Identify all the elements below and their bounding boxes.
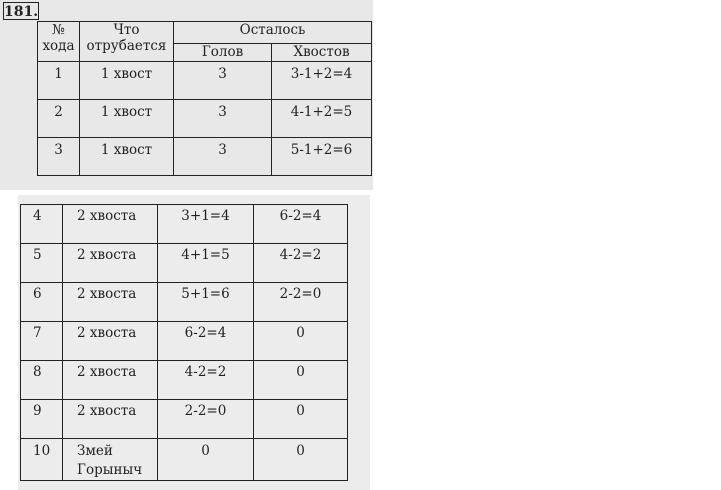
cell-cut: 1 хвост (80, 62, 174, 100)
cell-heads: 4-2=2 (158, 361, 254, 400)
cell-cut: 2 хвоста (63, 283, 158, 322)
cell-move: 6 (21, 283, 63, 322)
table-row (38, 62, 372, 100)
cell-move: 9 (21, 400, 63, 439)
cell-move: 10 (21, 439, 63, 481)
table-row (21, 322, 348, 361)
cell-move: 5 (21, 244, 63, 283)
cell-tails: 0 (254, 439, 348, 481)
cell-heads: 5+1=6 (158, 283, 254, 322)
header-tails: Хвостов (272, 44, 372, 62)
header-heads: Голов (174, 44, 272, 62)
cell-tails: 2-2=0 (254, 283, 348, 322)
cell-tails: 4-1+2=5 (272, 100, 372, 138)
cell-heads: 3+1=4 (158, 205, 254, 244)
cell-heads: 3 (174, 138, 272, 176)
header-cut: Что отрубается (80, 22, 174, 62)
table-row (21, 205, 348, 244)
cell-tails: 4-2=2 (254, 244, 348, 283)
table-row (21, 400, 348, 439)
problem-number: 181. (4, 4, 39, 20)
cell-move: 8 (21, 361, 63, 400)
cell-cut: 1 хвост (80, 138, 174, 176)
header-remaining: Осталось (174, 22, 372, 44)
cell-cut: Змей Горыныч (63, 439, 158, 481)
cell-heads: 6-2=4 (158, 322, 254, 361)
cell-move: 7 (21, 322, 63, 361)
cell-cut: 1 хвост (80, 100, 174, 138)
moves-table-top (37, 21, 372, 176)
cell-tails: 0 (254, 400, 348, 439)
table-row (21, 439, 348, 481)
cell-tails: 3-1+2=4 (272, 62, 372, 100)
cell-tails: 0 (254, 322, 348, 361)
cell-tails: 0 (254, 361, 348, 400)
cell-move: 1 (38, 62, 80, 100)
header-move: № хода (38, 22, 80, 62)
cell-heads: 4+1=5 (158, 244, 254, 283)
table-row (38, 138, 372, 176)
cell-heads: 3 (174, 62, 272, 100)
cell-cut: 2 хвоста (63, 205, 158, 244)
cell-heads: 3 (174, 100, 272, 138)
cell-move: 2 (38, 100, 80, 138)
cell-move: 4 (21, 205, 63, 244)
cell-tails: 5-1+2=6 (272, 138, 372, 176)
table-row (21, 283, 348, 322)
table-row (21, 244, 348, 283)
cell-cut: 2 хвоста (63, 322, 158, 361)
cell-heads: 2-2=0 (158, 400, 254, 439)
cell-cut: 2 хвоста (63, 400, 158, 439)
cell-cut: 2 хвоста (63, 244, 158, 283)
cell-heads: 0 (158, 439, 254, 481)
table-row (38, 100, 372, 138)
cell-tails: 6-2=4 (254, 205, 348, 244)
cell-cut: 2 хвоста (63, 361, 158, 400)
cell-move: 3 (38, 138, 80, 176)
moves-table-bottom (20, 204, 348, 481)
table-row (21, 361, 348, 400)
